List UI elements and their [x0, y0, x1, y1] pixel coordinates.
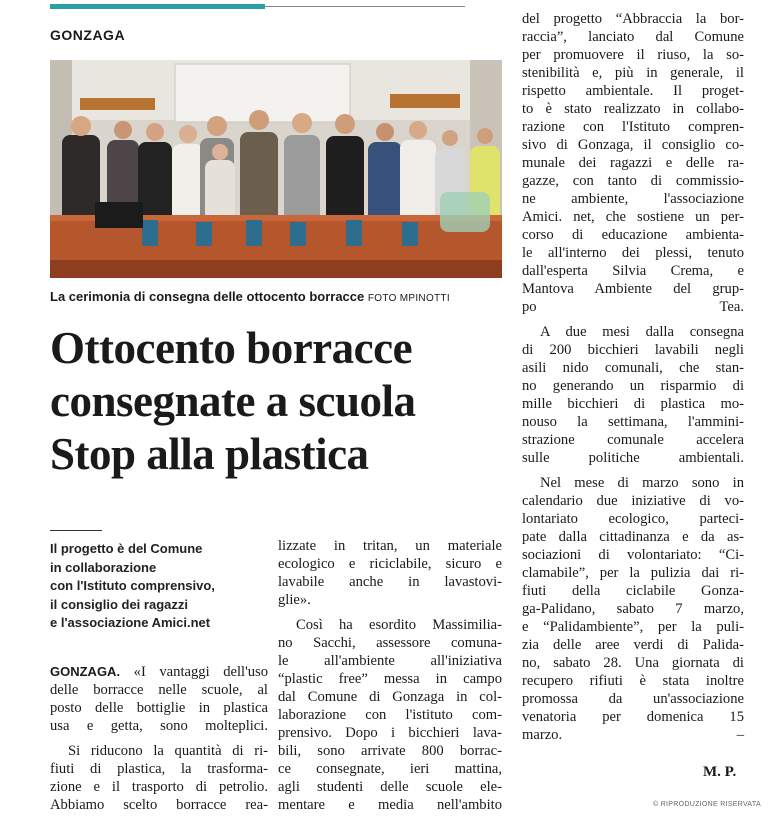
body-line: delle borracce nelle scuole, al — [50, 682, 268, 698]
body-line: ce consegnate, ieri mattina, — [278, 761, 502, 777]
body-line: marzo. – — [522, 727, 744, 743]
body-line: po Tea. — [522, 299, 744, 315]
body-line: nouso la settimana, l'ammini- — [522, 414, 744, 430]
body-line: to è stato realizzato in collabo- — [522, 101, 744, 117]
body-line: prensivo. Dopo i bicchieri lava- — [278, 725, 502, 741]
body-line: le all'interno dei plessi, tenuto — [522, 245, 744, 261]
section-label: GONZAGA — [50, 27, 126, 43]
author-signature: M. P. — [703, 764, 737, 780]
body-line: Così ha esordito Massimilia- — [296, 617, 502, 633]
body-line: clamabile”, per la pulizia dai ri- — [522, 565, 744, 581]
body-line: lizzate in tritan, un materiale — [278, 538, 502, 554]
summary-line: Il progetto è del Comune — [50, 541, 203, 556]
body-line: Abbiamo scelto borracce rea- — [50, 797, 268, 813]
body-line — [50, 663, 268, 681]
body-line: ga-Palidano, sabato 7 marzo, — [522, 601, 744, 617]
body-line: dal Comune di Gonzaga in col- — [278, 689, 502, 705]
body-line: ne ambiente, l'associazione — [522, 191, 744, 207]
body-line: mille bicchieri di plastica mo- — [522, 396, 744, 412]
body-line: promossa da un'associazione — [522, 691, 744, 707]
headline-line: consegnate a scuola — [50, 376, 416, 426]
body-line: usa e getta, sono molteplici. — [50, 718, 268, 734]
body-line: munale dei ragazzi e delle ra- — [522, 155, 744, 171]
body-line: sivo di Gonzaga, il consiglio co- — [522, 137, 744, 153]
body-line: strazione comunale accelera — [522, 432, 744, 448]
body-line: venatoria per domenica 15 — [522, 709, 744, 725]
body-line: di 200 bicchieri lavabili negli — [522, 342, 744, 358]
summary-rule — [50, 530, 102, 531]
body-line: Si riducono la quantità di ri- — [68, 743, 268, 759]
summary-line: e l'associazione Amici.net — [50, 615, 211, 630]
body-line: asili nido comunali, che stan- — [522, 360, 744, 376]
section-accent-bar — [50, 4, 265, 9]
body-line: mentare e media nell'ambito — [278, 797, 502, 813]
caption-text: La cerimonia di consegna delle ottocento borracce — [50, 289, 365, 304]
ceremony-photo-illustration — [50, 60, 502, 278]
body-line: Mantova Ambiente del grup- — [522, 281, 744, 297]
body-line: lontariato ecologico, parteci- — [522, 511, 744, 527]
body-line: razione con l'Istituto compren- — [522, 119, 744, 135]
body-line: zione e il trasporto di petrolio. — [50, 779, 268, 795]
body-line: sulle politiche ambientali. — [522, 450, 744, 466]
top-rule — [265, 6, 465, 7]
body-line: corso di educazione ambienta- — [522, 227, 744, 243]
body-line: “plastic free” messa in campo — [278, 671, 502, 687]
photo-caption — [50, 289, 450, 304]
body-line: recupero rifiuti è stata inoltre — [522, 673, 744, 689]
article-photo — [50, 60, 502, 278]
body-line: no, sabato 28. Una giornata di — [522, 655, 744, 671]
photo-credit: FOTO MPINOTTI — [367, 293, 450, 304]
body-line: per promuovere il riuso, la so- — [522, 47, 744, 63]
body-line: zia delle aree verdi di Palida- — [522, 637, 744, 653]
headline — [50, 322, 510, 481]
body-line: Nel mese di marzo sono in — [540, 475, 744, 491]
body-line: bili, sono arrivate 800 borrac- — [278, 743, 502, 759]
body-line: ecologico e riciclabile, sicuro e — [278, 556, 502, 572]
body-line: rispetto ambientale. Il proget- — [522, 83, 744, 99]
body-line: fiuti della ciclabile Gonza- — [522, 583, 744, 599]
body-column-3 — [522, 10, 744, 744]
body-line: le all'ambiente all'iniziativa — [278, 653, 502, 669]
copyright-notice: © RIPRODUZIONE RISERVATA — [653, 801, 761, 808]
body-line: Amici. net, che sostiene un per- — [522, 209, 744, 225]
body-line: pate dalla cittadinanza e da as- — [522, 529, 744, 545]
body-line: no generando un risparmio di — [522, 378, 744, 394]
body-line-text: «I vantaggi dell'uso — [120, 664, 268, 680]
body-line: agli studenti delle scuole ele- — [278, 779, 502, 795]
summary — [50, 540, 260, 633]
body-column-2 — [278, 537, 502, 814]
body-line: calendario due iniziative di vo- — [522, 493, 744, 509]
body-line: stenibilità e, più in generale, il — [522, 65, 744, 81]
summary-line: in collaborazione — [50, 559, 157, 575]
body-line: sociazioni di volontariato: “Ci- — [522, 547, 744, 563]
body-line: posto delle bottiglie in plastica — [50, 700, 268, 716]
summary-line: il consiglio dei ragazzi — [50, 596, 188, 612]
body-line: raccia”, lanciato dal Comune — [522, 29, 744, 45]
headline-line: Ottocento borracce — [50, 323, 413, 373]
body-line: A due mesi dalla consegna — [540, 324, 744, 340]
body-line: laborazione con l'istituto com- — [278, 707, 502, 723]
headline-line: Stop alla plastica — [50, 429, 369, 479]
body-line: fiuti di plastica, la trasforma- — [50, 761, 268, 777]
body-line: glie». — [278, 592, 311, 608]
body-line: no Sacchi, assessore comuna- — [278, 635, 502, 651]
body-line: lavabile anche in lavastovi- — [278, 574, 502, 590]
body-line: gazze, con tanto di commissio- — [522, 173, 744, 189]
dateline: GONZAGA. — [50, 664, 121, 679]
body-line: dall'esperta Silvia Crema, e — [522, 263, 744, 279]
summary-line: con l'Istituto comprensivo, — [50, 578, 215, 593]
body-column-1 — [50, 663, 268, 814]
body-line: del progetto “Abbraccia la bor- — [522, 11, 744, 27]
body-line: e “Palidambiente”, per la puli- — [522, 619, 744, 635]
